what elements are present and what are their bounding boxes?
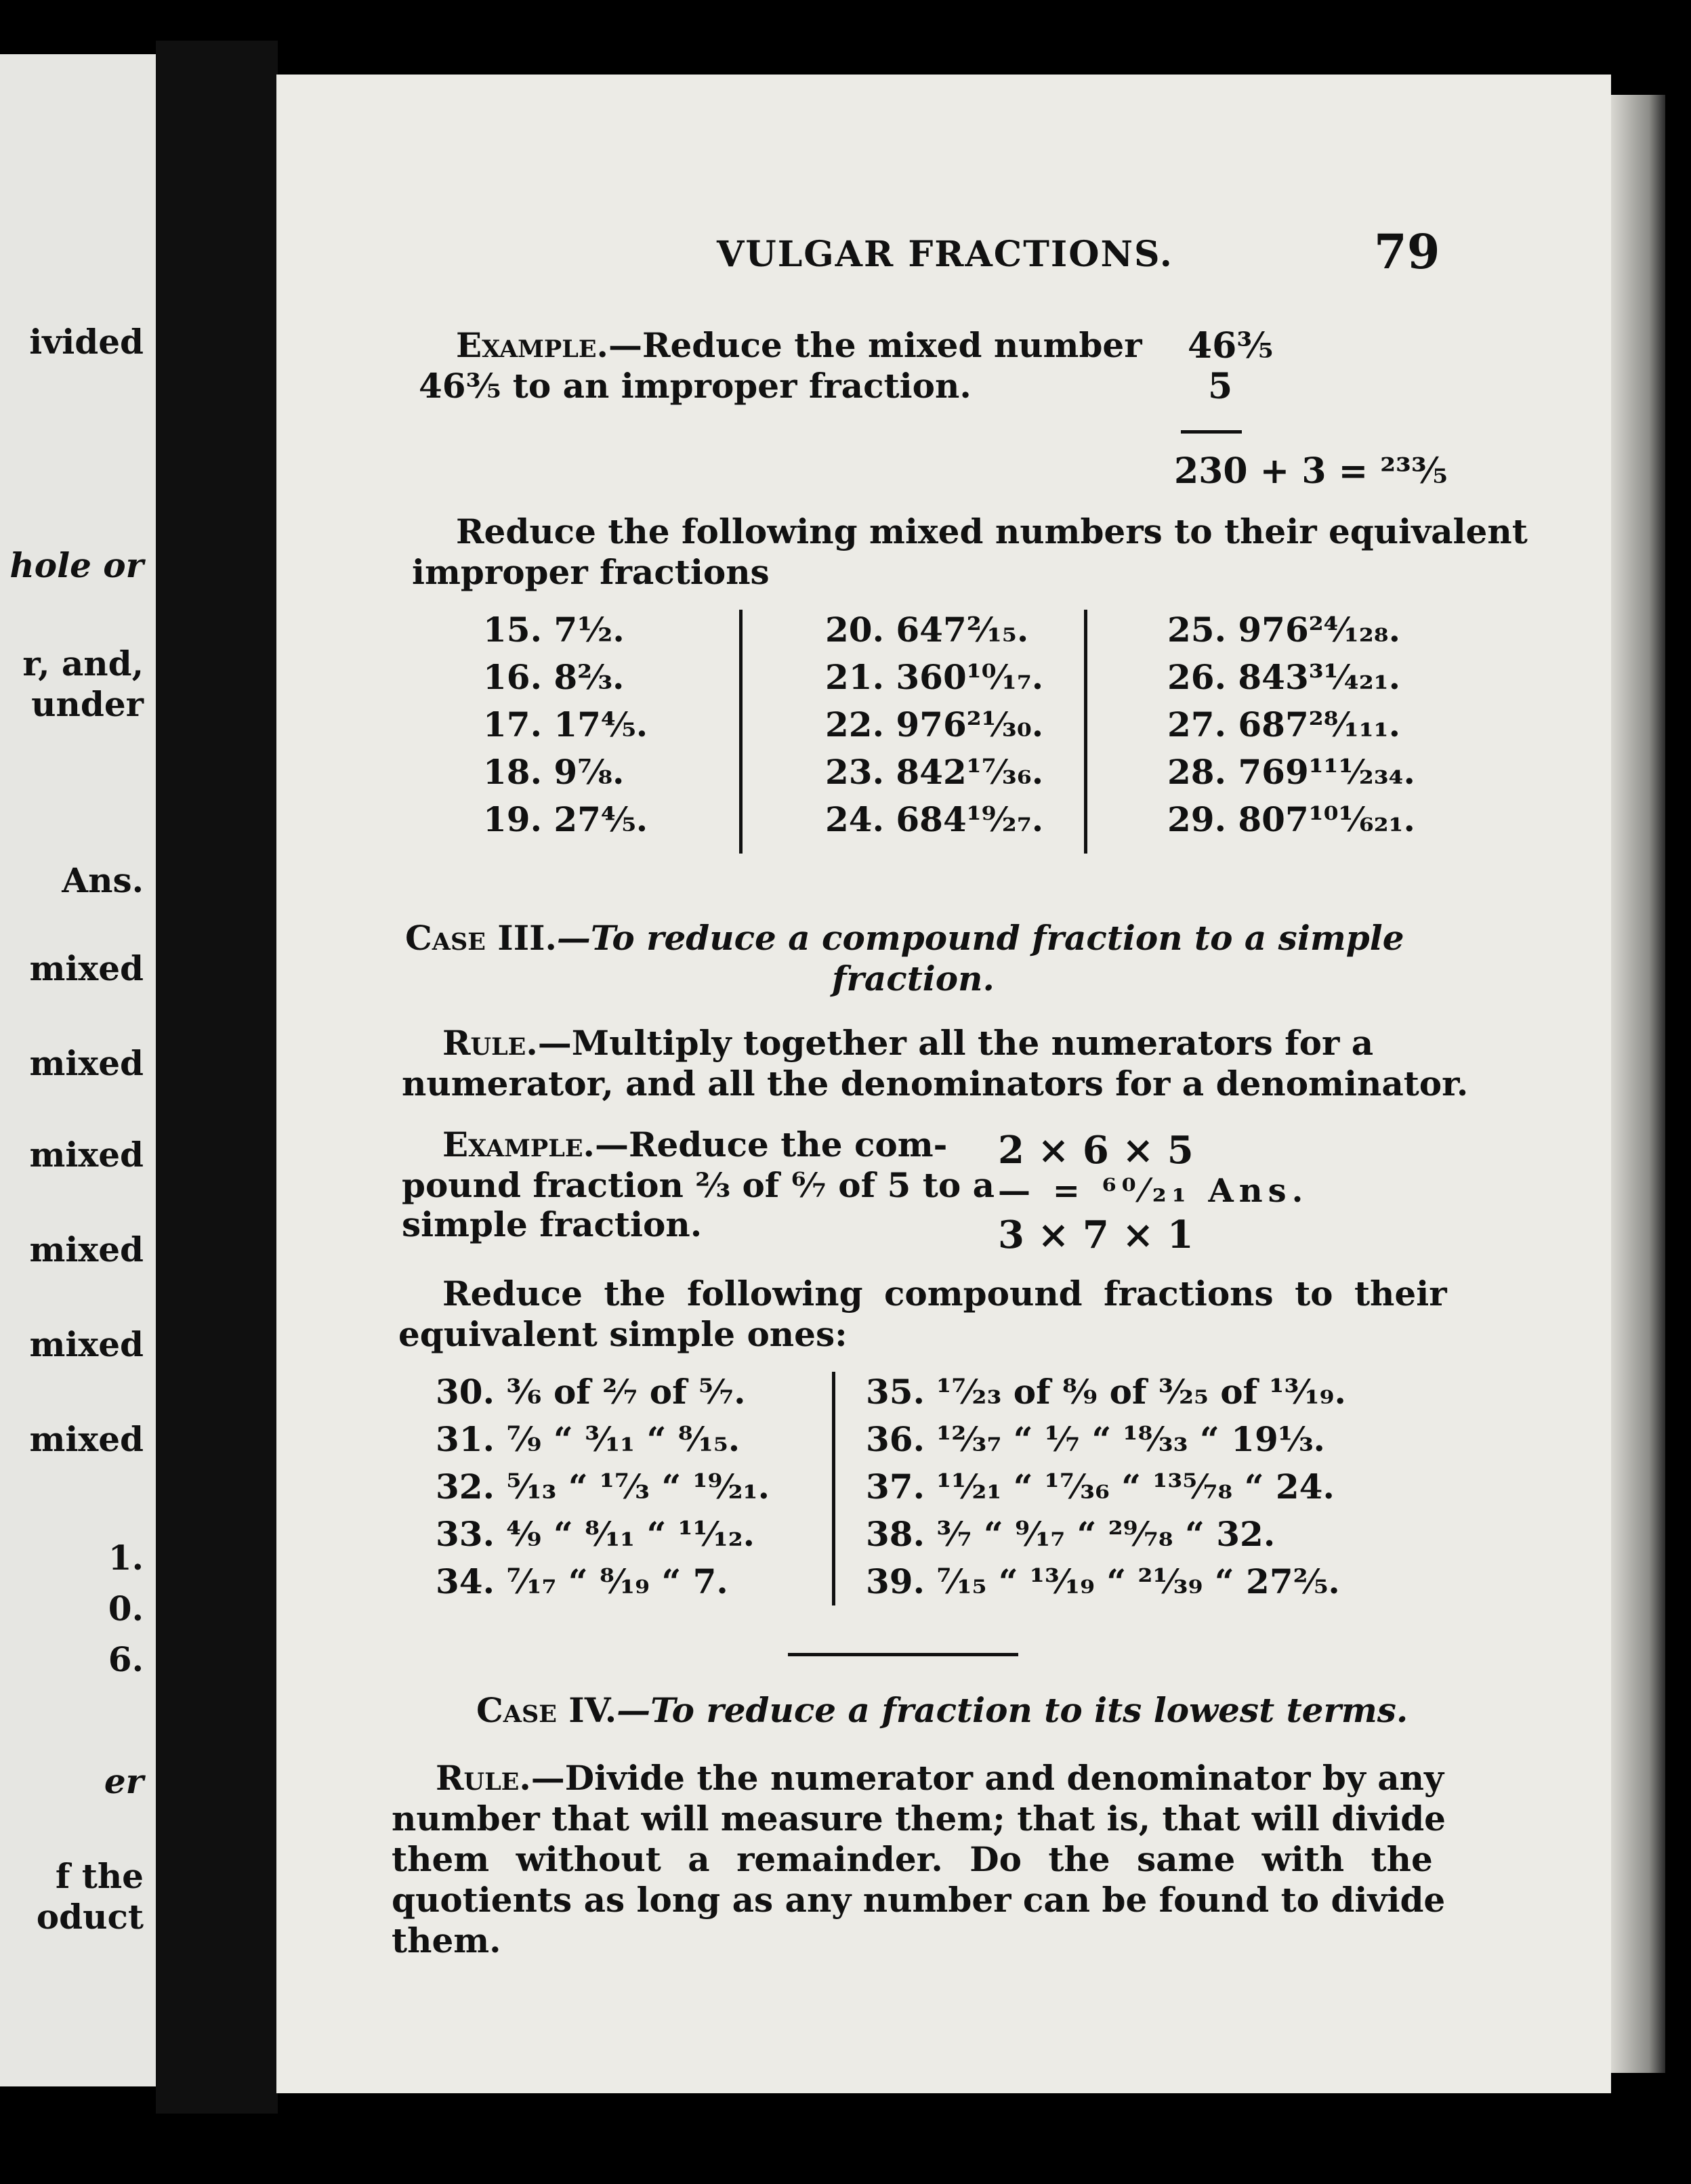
facing-page-fragment: oduct bbox=[36, 1897, 144, 1937]
case-3-example-line-2: pound fraction ⅔ of ⁶⁄₇ of 5 to a bbox=[402, 1165, 995, 1205]
exercise-1-instruction-line-1: Reduce the following mixed numbers to their equivalent bbox=[456, 511, 1528, 551]
case-4-heading bbox=[476, 1690, 1408, 1730]
facing-page-fragment: 0. bbox=[108, 1589, 144, 1629]
exercise-item: 27. 687²⁸⁄₁₁₁. bbox=[1167, 705, 1401, 744]
exercise-item: 36. ¹²⁄₃₇ “ ¹⁄₇ “ ¹⁸⁄₃₃ “ 19⅓. bbox=[866, 1419, 1325, 1459]
book-gutter bbox=[156, 41, 278, 2114]
exercise-item: 25. 976²⁴⁄₁₂₈. bbox=[1167, 610, 1401, 650]
case-3-title: —To reduce a compound fraction to a simple bbox=[556, 918, 1404, 958]
running-header: VULGAR FRACTIONS. bbox=[717, 234, 1173, 275]
exercise-item: 22. 976²¹⁄₃₀. bbox=[825, 705, 1044, 744]
case-4-rule-line-1 bbox=[436, 1758, 1444, 1798]
case-4-rule-line: them without a remainder. Do the same with the bbox=[392, 1839, 1433, 1879]
example-text: —Reduce the mixed number bbox=[608, 325, 1142, 365]
facing-page-fragment: mixed bbox=[29, 1043, 144, 1083]
exercise-item: 39. ⁷⁄₁₅ “ ¹³⁄₁₉ “ ²¹⁄₃₉ “ 27⅖. bbox=[866, 1561, 1340, 1601]
facing-page-fragment: f the bbox=[55, 1856, 144, 1896]
case-4-rule-line: quotients as long as any number can be found to divide bbox=[392, 1880, 1446, 1920]
exercise-1-instruction-line-2: improper fractions bbox=[412, 552, 770, 592]
case-3-label: Case III. bbox=[405, 918, 557, 958]
facing-page-fragment: hole or bbox=[9, 545, 144, 585]
case-3-rule-line-2: numerator, and all the denominators for a denominator. bbox=[402, 1064, 1469, 1104]
exercise-item: 31. ⁷⁄₉ “ ³⁄₁₁ “ ⁸⁄₁₅. bbox=[436, 1419, 740, 1459]
case-4-title: —To reduce a fraction to its lowest terms. bbox=[617, 1690, 1408, 1730]
case-3-work-denominators: 3 × 7 × 1 bbox=[998, 1213, 1194, 1257]
facing-page bbox=[0, 54, 156, 2086]
example-label: Example. bbox=[456, 325, 608, 365]
rule-text: —Multiply together all the numerators for a bbox=[537, 1023, 1374, 1063]
case-3-work-numerators: 2 × 6 × 5 bbox=[998, 1128, 1194, 1173]
case-4-rule-line: number that will measure them; that is, that will divide bbox=[392, 1799, 1446, 1839]
facing-page-fragment: r, and, bbox=[22, 644, 144, 684]
case-3-title-line-2: fraction. bbox=[832, 959, 995, 999]
exercise-item: 37. ¹¹⁄₂₁ “ ¹⁷⁄₃₆ “ ¹³⁵⁄₇₈ “ 24. bbox=[866, 1467, 1335, 1507]
example-text: —Reduce the com- bbox=[594, 1125, 948, 1164]
exercise-item: 26. 843³¹⁄₄₂₁. bbox=[1167, 657, 1401, 697]
section-rule bbox=[788, 1653, 1018, 1656]
exercise-2-instruction-line-2: equivalent simple ones: bbox=[398, 1314, 848, 1354]
rule-text: —Divide the numerator and denominator by any bbox=[530, 1758, 1444, 1798]
exercise-item: 28. 769¹¹¹⁄₂₃₄. bbox=[1167, 752, 1415, 792]
column-divider bbox=[1084, 610, 1087, 854]
exercise-item: 18. 9⅞. bbox=[483, 752, 625, 792]
example-1-work-line-3: 230 + 3 = ²³³⁄₅ bbox=[1174, 450, 1448, 492]
case-4-label: Case IV. bbox=[476, 1690, 617, 1730]
exercise-item: 32. ⁵⁄₁₃ “ ¹⁷⁄₃ “ ¹⁹⁄₂₁. bbox=[436, 1467, 770, 1507]
case-3-work-equation: — = ⁶⁰⁄₂₁ Ans. bbox=[998, 1172, 1309, 1210]
exercise-item: 29. 807¹⁰¹⁄₆₂₁. bbox=[1167, 799, 1415, 839]
facing-page-fragment: under bbox=[31, 684, 144, 724]
page-edge bbox=[1611, 95, 1665, 2073]
case-3-example-line-1 bbox=[442, 1125, 947, 1164]
case-3-heading bbox=[405, 918, 1404, 958]
example-1-line-2: 46⅗ to an improper fraction. bbox=[419, 366, 972, 406]
column-divider bbox=[739, 610, 743, 854]
exercise-item: 16. 8⅔. bbox=[483, 657, 625, 697]
facing-page-fragment: 1. bbox=[108, 1538, 144, 1578]
exercise-item: 21. 360¹⁰⁄₁₇. bbox=[825, 657, 1044, 697]
exercise-item: 23. 842¹⁷⁄₃₆. bbox=[825, 752, 1044, 792]
exercise-item: 19. 27⅘. bbox=[483, 799, 648, 839]
work-rule bbox=[1181, 430, 1242, 434]
exercise-item: 33. ⁴⁄₉ “ ⁸⁄₁₁ “ ¹¹⁄₁₂. bbox=[436, 1514, 755, 1554]
facing-page-fragment: ivided bbox=[29, 322, 144, 362]
facing-page-fragment: mixed bbox=[29, 1419, 144, 1459]
example-1-work-line-2: 5 bbox=[1208, 366, 1233, 407]
page-number: 79 bbox=[1374, 224, 1440, 280]
exercise-item: 38. ³⁄₇ “ ⁹⁄₁₇ “ ²⁹⁄₇₈ “ 32. bbox=[866, 1514, 1276, 1554]
example-label: Example. bbox=[442, 1125, 595, 1164]
rule-label: Rule. bbox=[436, 1758, 531, 1798]
rule-label: Rule. bbox=[442, 1023, 538, 1063]
facing-page-fragment: mixed bbox=[29, 948, 144, 988]
exercise-item: 20. 647²⁄₁₅. bbox=[825, 610, 1029, 650]
exercise-item: 17. 17⅘. bbox=[483, 705, 648, 744]
case-3-example-line-3: simple fraction. bbox=[402, 1204, 703, 1244]
case-4-rule-line: them. bbox=[392, 1920, 501, 1960]
case-3-rule-line-1 bbox=[442, 1023, 1373, 1063]
exercise-item: 24. 684¹⁹⁄₂₇. bbox=[825, 799, 1044, 839]
facing-page-fragment: mixed bbox=[29, 1324, 144, 1364]
exercise-item: 30. ³⁄₆ of ²⁄₇ of ⁵⁄₇. bbox=[436, 1372, 746, 1412]
exercise-item: 35. ¹⁷⁄₂₃ of ⁸⁄₉ of ³⁄₂₅ of ¹³⁄₁₉. bbox=[866, 1372, 1346, 1412]
facing-page-fragment: Ans. bbox=[62, 860, 144, 900]
column-divider bbox=[832, 1372, 835, 1605]
example-1-work-line-1: 46⅗ bbox=[1188, 325, 1274, 366]
example-1-line-1 bbox=[456, 325, 1142, 365]
facing-page-fragment: mixed bbox=[29, 1230, 144, 1269]
facing-page-fragment: er bbox=[104, 1761, 144, 1801]
book-page bbox=[276, 75, 1611, 2093]
exercise-item: 34. ⁷⁄₁₇ “ ⁸⁄₁₉ “ 7. bbox=[436, 1561, 728, 1601]
facing-page-fragment: 6. bbox=[108, 1639, 144, 1679]
facing-page-fragment: mixed bbox=[29, 1135, 144, 1175]
exercise-item: 15. 7½. bbox=[483, 610, 625, 650]
exercise-2-instruction-line-1: Reduce the following compound fractions to their bbox=[442, 1274, 1447, 1314]
